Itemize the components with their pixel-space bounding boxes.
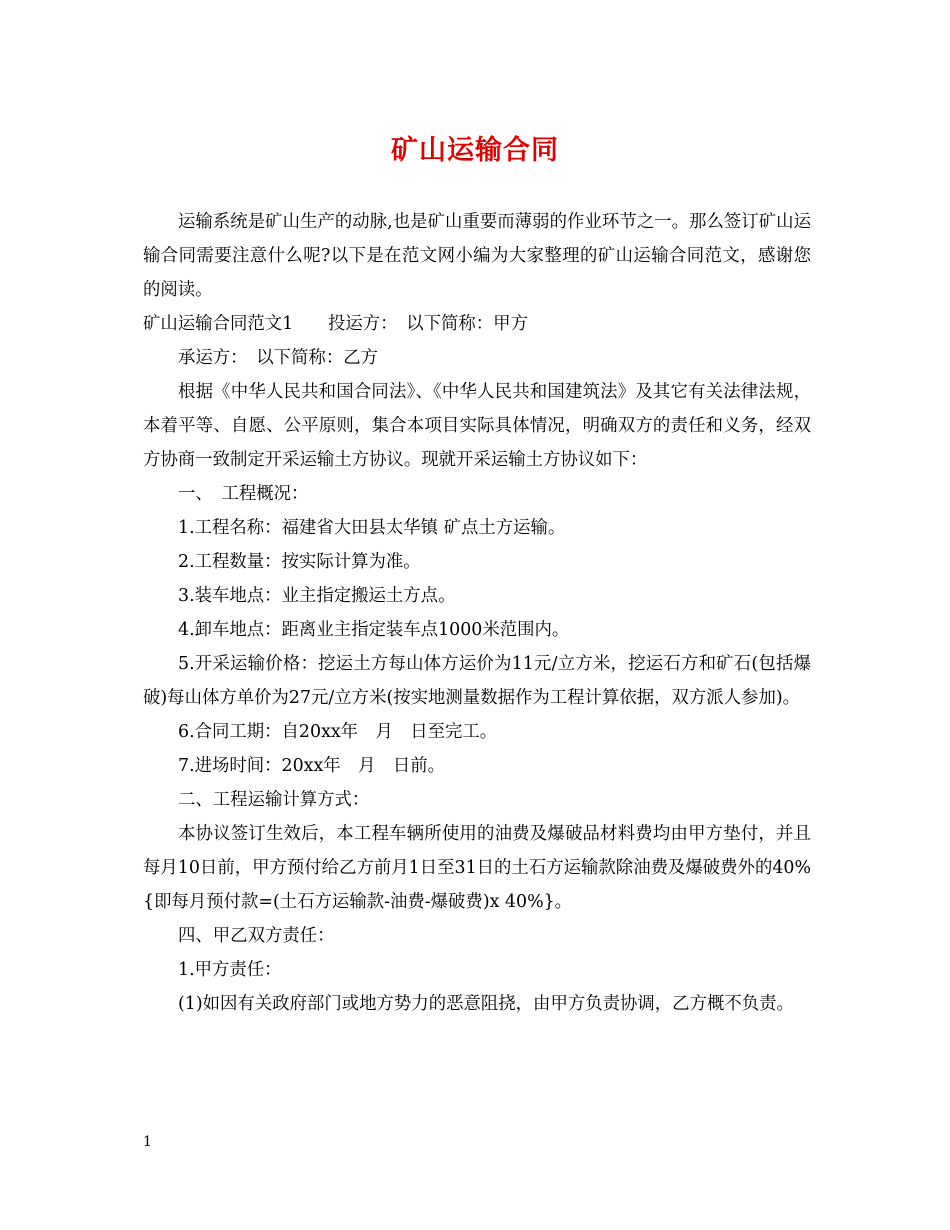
section-heading: 一、 工程概况： [178, 484, 309, 504]
list-item: 6.合同工期：自20xx年 月 日至完工。 [178, 722, 498, 742]
paragraph: 矿山运输合同范文1 投运方： 以下简称：甲方 [143, 314, 528, 334]
list-item: 1.甲方责任： [178, 960, 282, 980]
list-item: 5.开采运输价格：挖运土方每山体方运价为11元/立方米，挖运石方和矿石(包括爆破)每山体方单价为27元/立方米(按实地测量数据作为工程计算依据，双方派人参加)。 [143, 654, 811, 708]
list-item: 7.进场时间：20xx年 月 日前。 [178, 756, 446, 776]
section-heading: 四、甲乙双方责任： [178, 926, 335, 946]
paragraph: 根据《中华人民共和国合同法》、《中华人民共和国建筑法》及其它有关法律法规，本着平等、自愿、公平原则，集合本项目实际具体情况，明确双方的责任和义务，经双方协商一致制定开采运输土方协议。现就开采运输土方协议如下： [143, 382, 811, 470]
paragraph: 本协议签订生效后，本工程车辆所使用的油费及爆破品材料费均由甲方垫付，并且每月10日前，甲方预付给乙方前月1日至31日的土石方运输款除油费及爆破费外的40%{即每月预付款=(土石方运输款-油费-爆破费)x 40%}。 [143, 824, 811, 912]
section-heading: 二、工程运输计算方式： [178, 790, 370, 810]
document-body [143, 205, 811, 1021]
list-item: 4.卸车地点：距离业主指定装车点1000米范围内。 [178, 620, 570, 640]
paragraph: 运输系统是矿山生产的动脉,也是矿山重要而薄弱的作业环节之一。那么签订矿山运输合同需要注意什么呢?以下是在范文网小编为大家整理的矿山运输合同范文，感谢您的阅读。 [143, 212, 811, 300]
list-item: 3.装车地点：业主指定搬运土方点。 [178, 586, 456, 606]
document-title: 矿山运输合同 [391, 135, 559, 166]
list-item: 2.工程数量：按实际计算为准。 [178, 552, 421, 572]
list-item: 1.工程名称：福建省大田县太华镇 矿点土方运输。 [178, 518, 566, 538]
page-number: 1 [143, 1134, 152, 1150]
list-item: (1)如因有关政府部门或地方势力的恶意阻挠，由甲方负责协调，乙方概不负责。 [178, 994, 794, 1014]
paragraph: 承运方： 以下简称：乙方 [178, 348, 378, 368]
